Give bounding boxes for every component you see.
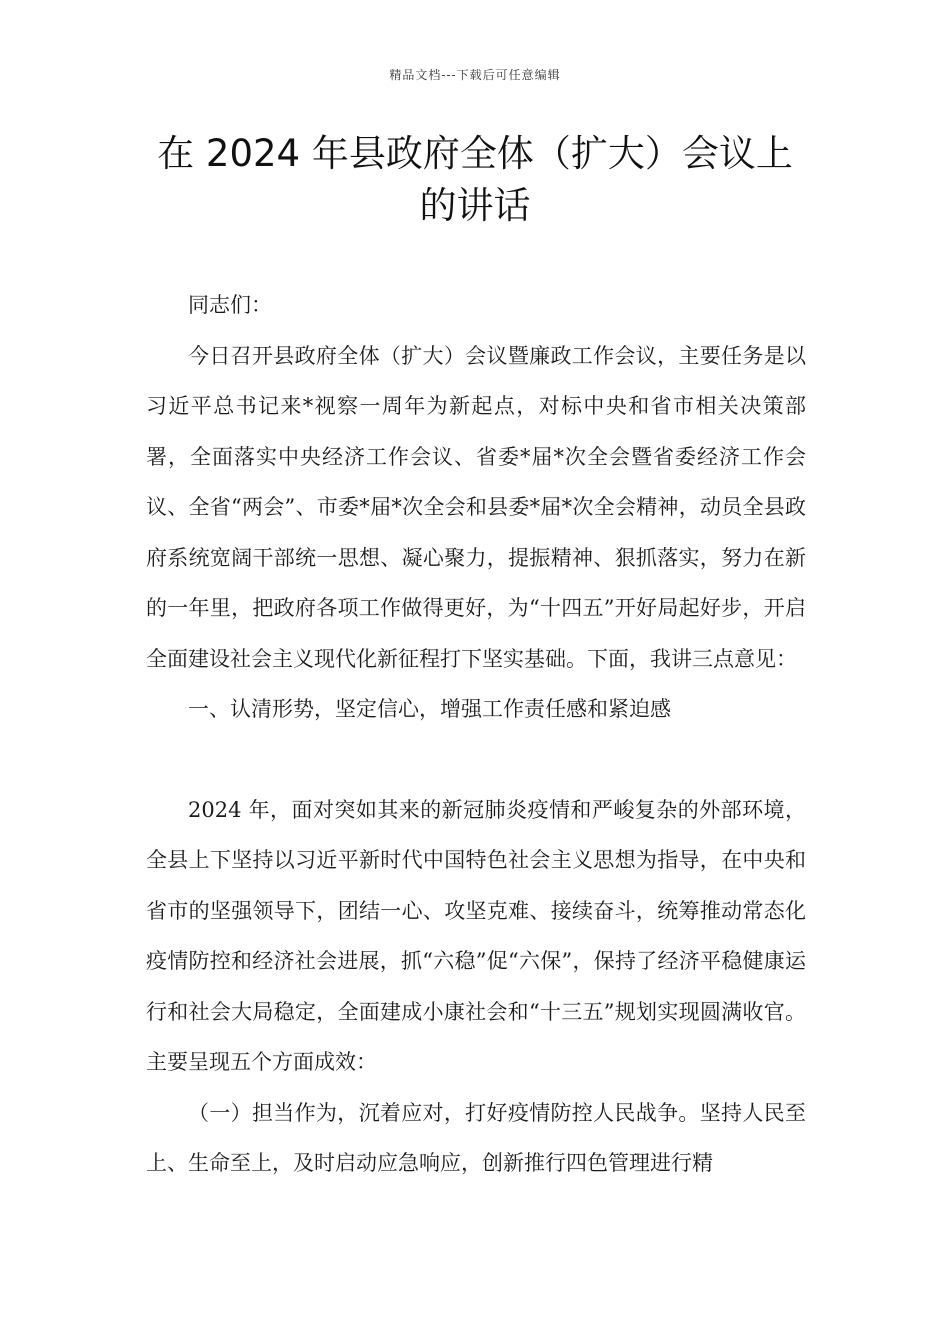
paragraph-intro: 今日召开县政府全体（扩大）会议暨廉政工作会议，主要任务是以习近平总书记来*视察一周年为新起点，对标中央和省市相关决策部署，全面落实中央经济工作会议、省委*届*次全会暨省委经济工作会议、全省“两会”、市委*届*次全会和县委*届*次全会精神，动员全县政府系统宽阔干部统一思想、凝心聚力，提振精神、狠抓落实，努力在新的一年里，把政府各项工作做得更好，为“十四五”开好局起好步，开启全面建设社会主义现代化新征程打下坚实基础。下面，我讲三点意见： <box>146 343 806 671</box>
section-spacer <box>146 735 806 785</box>
title-line-2: 的讲话 <box>419 184 531 227</box>
paragraph-review: 2024 年，面对突如其来的新冠肺炎疫情和严峻复杂的外部环境，全县上下坚持以习近平新时代中国特色社会主义思想为指导，在中央和省市的坚强领导下，团结一心、攻坚克难、接续奋斗，统筹推动常态化疫情防控和经济社会进展，抓“六稳”促“六保”，保持了经济平稳健康运行和社会大局稳定，全面建成小康社会和“十三五”规划实现圆满收官。主要呈现五个方面成效： <box>146 797 806 1074</box>
document-body <box>146 280 806 1189</box>
salutation: 同志们： <box>188 293 272 317</box>
document-title <box>120 128 830 232</box>
header-note: 精品文档---下载后可任意编辑 <box>389 68 561 82</box>
section-heading-1: 一、认清形势，坚定信心，增强工作责任感和紧迫感 <box>188 697 671 721</box>
paragraph-subsection-1: （一）担当作为，沉着应对，打好疫情防控人民战争。坚持人民至上、生命至上，及时启动应急响应，创新推行四色管理进行精 <box>146 1100 806 1175</box>
title-line-1: 在 2024 年县政府全体（扩大）会议上 <box>157 132 793 175</box>
